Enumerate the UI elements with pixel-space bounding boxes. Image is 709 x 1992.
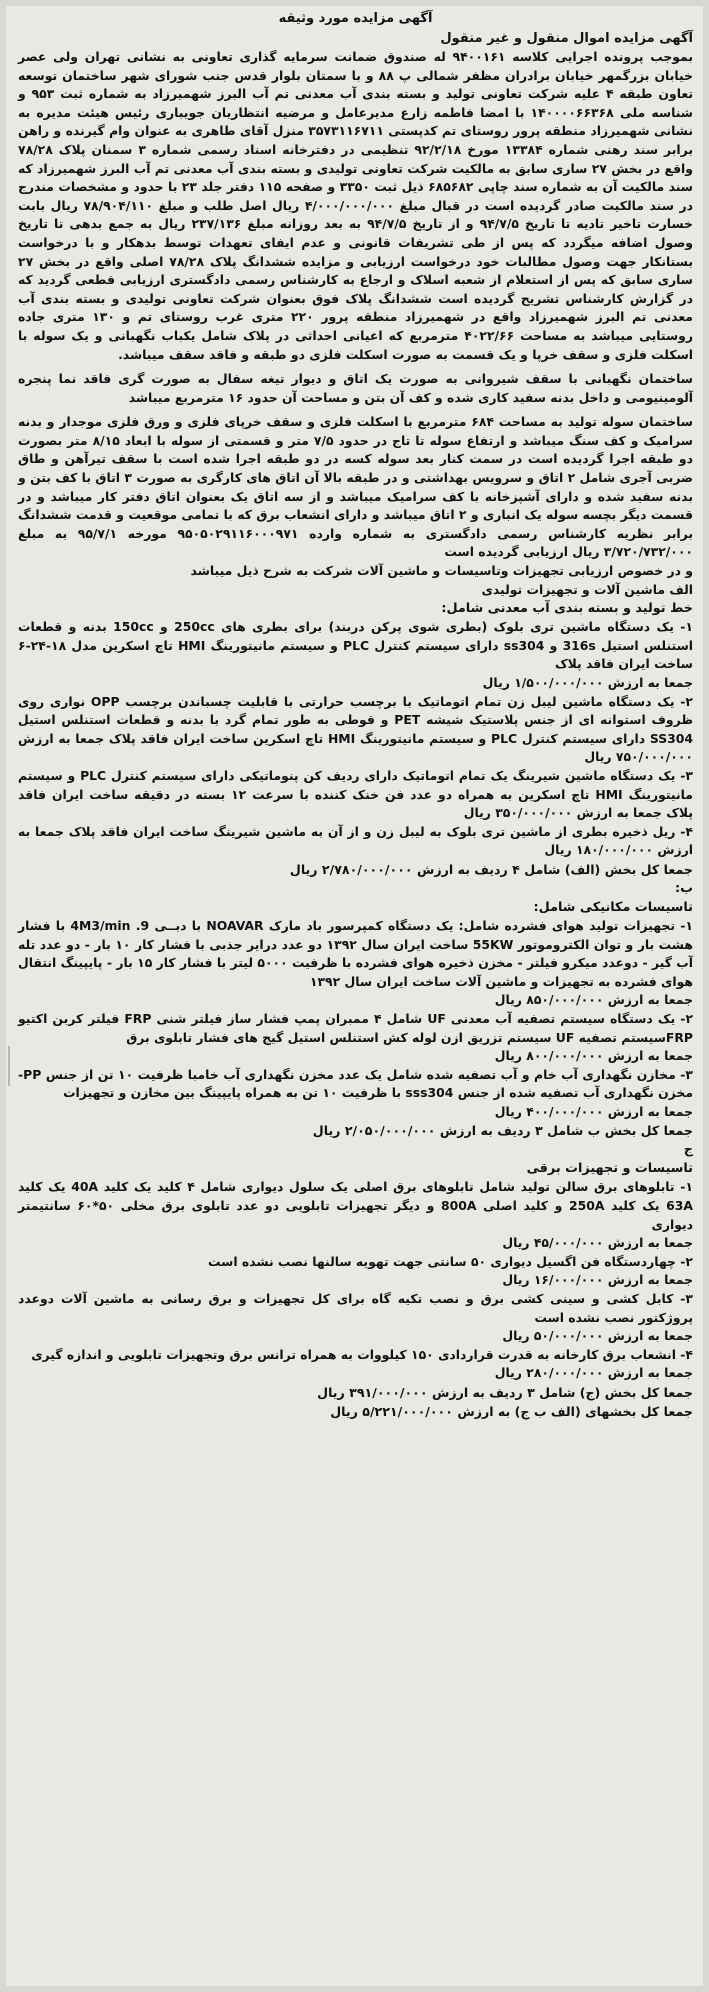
section-a-head: خط تولید و بسته بندی آب معدنی شامل: (441, 601, 693, 617)
section-c-total: جمعا کل بخش (ج) شامل ۳ ردیف به ارزش ۳۹۱/۰۰۰/۰۰۰ ریال (317, 1385, 693, 1400)
section-c-item: ۲- چهاردستگاه فن اگسیل دیواری ۵۰ سانتی جهت تهویه سالنها نصب نشده است (208, 1253, 693, 1269)
section-a-total: جمعا کل بخش (الف) شامل ۴ ردیف به ارزش ۲/۷۸۰/۰۰۰/۰۰۰ ریال (289, 861, 693, 877)
intro-paragraph: بموجب پرونده اجرایی کلاسه ۹۴۰۰۱۶۱ له صندوق ضمانت سرمایه گذاری تعاونی به نشانی تهران ولی عصر خیابان بزرگمهر خیابان برادران مظفر شمالی پ ۸۸ و با سمتان بلوار قدس جنب شورای شهر ساختمان توسعه تعاون طبقه ۴ علیه شرکت تعاونی تولید و بسته بندی آب معدنی تم آب البرز شهمیرزاد به شماره ثبت ۹۵۳ و شناسه ملی ۱۴۰۰۰۰۶۶۳۶۸ با امضا فاطمه زارع مدیرعامل و مرضیه انتظاریان جویباری رئیس هیئت مدیره به نشانی شهمیرزاد منطقه پرور روستای تم کدپستی ۳۵۷۳۱۱۶۷۱۱ منزل آقای طاهری به عنوان وام گیرنده و راهن برابر سند رهنی شماره ۱۳۳۸۴ مورخ ۹۲/۲/۱۸ تنظیمی در دفترخانه اسناد رسمی شماره ۳ سمنان پلاک ۷۸/۲۸ واقع در بخش ۲۷ ساری سابق به مالکیت شرکت تعاونی تولیدی و بسته بندی آب معدنی تم آب البرز شهمیرزاد که سند مالکیت آن به شماره سند چاپی ۶۸۵۶۸۲ ذیل ثبت ۳۳۵۰ و صفحه ۱۱۵ دفتر جلد ۲۳ با حدود و مشخصات مندرج در سند مالکیت صادر گردیده است در قبال مبلغ ۴/۰۰۰/۰۰۰/۰۰۰ ریال اصل طلب و مبلغ ۷۸/۹۰۴/۱۱۰ ریال بابت خسارت تاخیر تادیه تا تاریخ ۹۴/۷/۵ و از تاریخ ۹۴/۷/۵ به بعد روزانه مبلغ ۲۳۷/۱۳۶ ریال به جمع بدهی تا تاریخ وصول اضافه میگردد که پس از طی تشریفات قانونی و عدم ایفای تعهدات توسط بدهکار و با درخواست بستانکار جهت وصول مطالبات خود درخواست ارزیابی و مزایده ششدانگ پلاک ۷۸/۲۸ اصلی واقع در بخش ۲۷ ساری سابق که پس از استعلام از شعبه اسلاک و ارجاع به کارشناس رسمی دادگستری ارزیابی قطعی گردید که در گزارش کارشناس تشریح گردیده است ششدانگ پلاک فوق بعنوان شرکت تعاونی تولیدی و بسته بندی آب معدنی تم البرز شهمیرزاد واقع در شهمیرزاد منطقه پرور ۲۲۰ متری غرب روستای تم و ۱۳۰ متری جاده روستایی میباشد به مساحت ۴۰۲۲/۶۶ مترمربع که اعیانی احداثی در پلاک شامل یکباب نگهبانی و یک سوله با اسکلت فلزی و سقف خرپا و یک قسمت به صورت اسکلت فلزی دو طبقه و فاقد سقف میباشد. (18, 49, 694, 362)
guardhouse-paragraph: ساختمان نگهبانی با سقف شیروانی به صورت یک اتاق و دیوار تیغه سفال به صورت گری فاقد نما پنجره آلومینیومی و داخل بدنه سفید کاری شده و کف آن بتن و مساحت آن حدود ۱۶ مترمربع میباشد (18, 371, 693, 405)
section-b-item: ۱- تجهیزات تولید هوای فشرده شامل: یک دستگاه کمپرسور باد مارک NOAVAR با دبــی 4M3/min .9 با فشار هشت بار و توان الکتروموتور 55KW ساخت ایران سال ۱۳۹۲ دو عدد درایر جذبی با فشار کار ۱۰ بار - دو عدد تله آب گیر - دوعدد میکرو فیلتر - مخزن ذخیره هوای فشرده با ظرفیت ۵۰۰۰ لیتر با فشار کار ۱۵ بار - پایپینگ انتقال هوای فشرده به تجهیزات و ماشین آلات ساخت ایران سال ۱۳۹۲ (18, 917, 693, 989)
section-c-letter: ج (683, 1142, 693, 1158)
section-b-item-price: جمعا به ارزش ۴۰۰/۰۰۰/۰۰۰ ریال (494, 1103, 693, 1119)
section-a-item: ۲- یک دستگاه ماشین لیبل زن تمام اتوماتیک با برچسب حرارتی با قابلیت چسباندن برچسب OPP نواری روی ظروف استوانه ای از جنس پلاستیک شیشه PET و قوطی به طور تمام گرد با بدنه و قطعات استنلس استیل SS304 دارای سیستم کنترل PLC و سیستم مانیتورینگ HMI تاچ اسکرین ساخت ایران فاقد پلاک جمعا به ارزش ۷۵۰/۰۰۰/۰۰۰ ریال (18, 693, 693, 765)
section-a-item: ۳- یک دستگاه ماشین شیرینگ یک تمام اتوماتیک دارای ردیف کن پنوماتیکی دارای سیستم کنترل PLC و سیستم مانیتورینگ HMI تاچ اسکرین به همراه دو عدد فن خنک کننده با سرعت ۱۲ بسته در دقیقه ساخت ایران فاقد پلاک جمعا به ارزش ۳۵۰/۰۰۰/۰۰۰ ریال (18, 767, 693, 821)
section-a-item-price: جمعا به ارزش ۱/۵۰۰/۰۰۰/۰۰۰ ریال (482, 675, 693, 690)
section-b-item-price: جمعا به ارزش ۸۵۰/۰۰۰/۰۰۰ ریال (494, 992, 693, 1008)
notice-subtitle: آگهی مزایده اموال منقول و غیر منقول (440, 31, 693, 46)
section-b-letter: ب: (675, 880, 693, 896)
production-hall-paragraph: ساختمان سوله تولید به مساحت ۶۸۴ مترمربع با اسکلت فلزی و سقف خرپای فلزی و ورق فلزی موجدار و بدنه سرامیک و کف سنگ میباشد و ارتفاع سوله تا تاج در حدود ۷/۵ متر و قسمتی از سوله با ابعاد ۸/۱۵ متر بصورت دو طبقه اجرا گردیده است در سمت کنار بعد سوله کسه در دو طبقه اجرا شده است با سقف تیرآهن و طاق ضربی آجری شامل ۲ اتاق و سرویس بهداشتی و در طبقه بالا آن اتاق های کارگری به صورت ۳ اتاق با کف بتن و بدنه سفید شده و دارای آشپزخانه با کف سرامیک میباشد و از سه اتاق یک بعنوان اتاق دفتر کار میباشد و در قسمت دیگر بچسه سوله یک انباری و ۲ اتاق میباشد و دارای انشعاب برق که با تمامی موقعیت و قدمت ششدانگ برابر نظریه کارشناس رسمی دادگستری به شماره وارده ۹۵۰۵۰۲۹۱۱۶۰۰۰۹۷۱ مورخه ۹۵/۷/۱ به مبلغ ۳/۷۲۰/۷۳۲/۰۰۰ ریال ارزیابی گردیده است (18, 414, 694, 560)
margin-mark (8, 1046, 20, 1086)
grand-total: جمعا کل بخشهای (الف ب ج) به ارزش ۵/۲۲۱/۰۰۰/۰۰۰ ریال (330, 1404, 693, 1419)
section-b-total: جمعا کل بخش ب شامل ۳ ردیف به ارزش ۲/۰۵۰/۰۰۰/۰۰۰ ریال (312, 1123, 693, 1139)
section-b-item: ۳- مخازن نگهداری آب خام و آب تصفیه شده شامل یک عدد مخزن نگهداری آب خامبا ظرفیت ۱۰ تن از جنس PP- مخزن نگهداری آب تصفیه شده از جنس sss304 با ظرفیت ۱۰ تن به همراه پایپینگ بین مخازن و تجهیزات (18, 1066, 693, 1101)
section-a-title: الف ماشین آلات و تجهیزات تولیدی (481, 581, 693, 597)
section-a-item: ۴- ریل ذخیره بطری از ماشین تری بلوک به لیبل زن و از آن به ماشین شیرینگ ساخت ایران فاقد پلاک جمعا به ارزش ۱۸۰/۰۰۰/۰۰۰ ریال (18, 823, 693, 858)
section-c-head: تاسیسات و تجهیزات برقی (526, 1161, 693, 1177)
section-c-item: ۳- کابل کشی و سینی کشی برق و نصب تکیه گاه برای کل تجهیزات و برق رسانی به ماشین آلات دوعدد پروژکتور نصب نشده است (18, 1291, 693, 1325)
section-b-item: ۲- یک دستگاه سیستم تصفیه آب معدنی UF شامل ۴ ممبران پمپ فشار ساز فیلتر شنی FRP فیلتر کربن اکتیو FRPسیستم تصفیه UF سیستم تزریق ازن لوله کش استنلس استیل گیج های فشار تابلوی برق (18, 1010, 694, 1045)
equipment-intro: و در خصوص ارزیابی تجهیزات وتاسیسات و ماشین آلات شرکت به شرح ذیل میباشد (190, 563, 693, 579)
section-a-item: ۱- یک دستگاه ماشین تری بلوک (بطری شوی پرکن دربند) برای بطری های 250cc و 150cc بدنه و قطعات استنلس استیل 316s و ss304 دارای سیستم کنترل PLC و سیستم مانیتورینگ HMI تاچ اسکرین مدل ۱۸-۲۴-۶ ساخت ایران فاقد پلاک (18, 619, 693, 672)
section-c-item-price: جمعا به ارزش ۴۵/۰۰۰/۰۰۰ ریال (502, 1235, 693, 1251)
section-b-head: تاسیسات مکانیکی شامل: (533, 899, 693, 915)
notice-title: آگهی مزایده مورد وثیقه (278, 11, 433, 26)
section-c-item: ۱- تابلوهای برق سالن تولید شامل تابلوهای برق اصلی یک سلول دیواری شامل ۴ کلید یک کلید 40A یک کلید 63A یک کلید 250A و کلید اصلی 800A و دیگر تجهیزات تابلویی دو عدد تابلوی برق مخلی ۵۰*۶۰ سانتیمتر دیواری (18, 1179, 693, 1232)
section-b-item-price: جمعا به ارزش ۸۰۰/۰۰۰/۰۰۰ ریال (494, 1048, 693, 1064)
section-c-item-price: جمعا به ارزش ۱۶/۰۰۰/۰۰۰ ریال (502, 1272, 693, 1288)
section-c-item-price: جمعا به ارزش ۲۸۰/۰۰۰/۰۰۰ ریال (494, 1365, 693, 1381)
section-c-item: ۴- انشعاب برق کارخانه به قدرت قراردادی ۱۵۰ کیلووات به همراه ترانس برق وتجهیزات تابلویی و اندازه گیری (31, 1346, 693, 1362)
auction-notice-page (6, 6, 703, 1986)
section-c-item-price: جمعا به ارزش ۵۰/۰۰۰/۰۰۰ ریال (502, 1328, 693, 1344)
